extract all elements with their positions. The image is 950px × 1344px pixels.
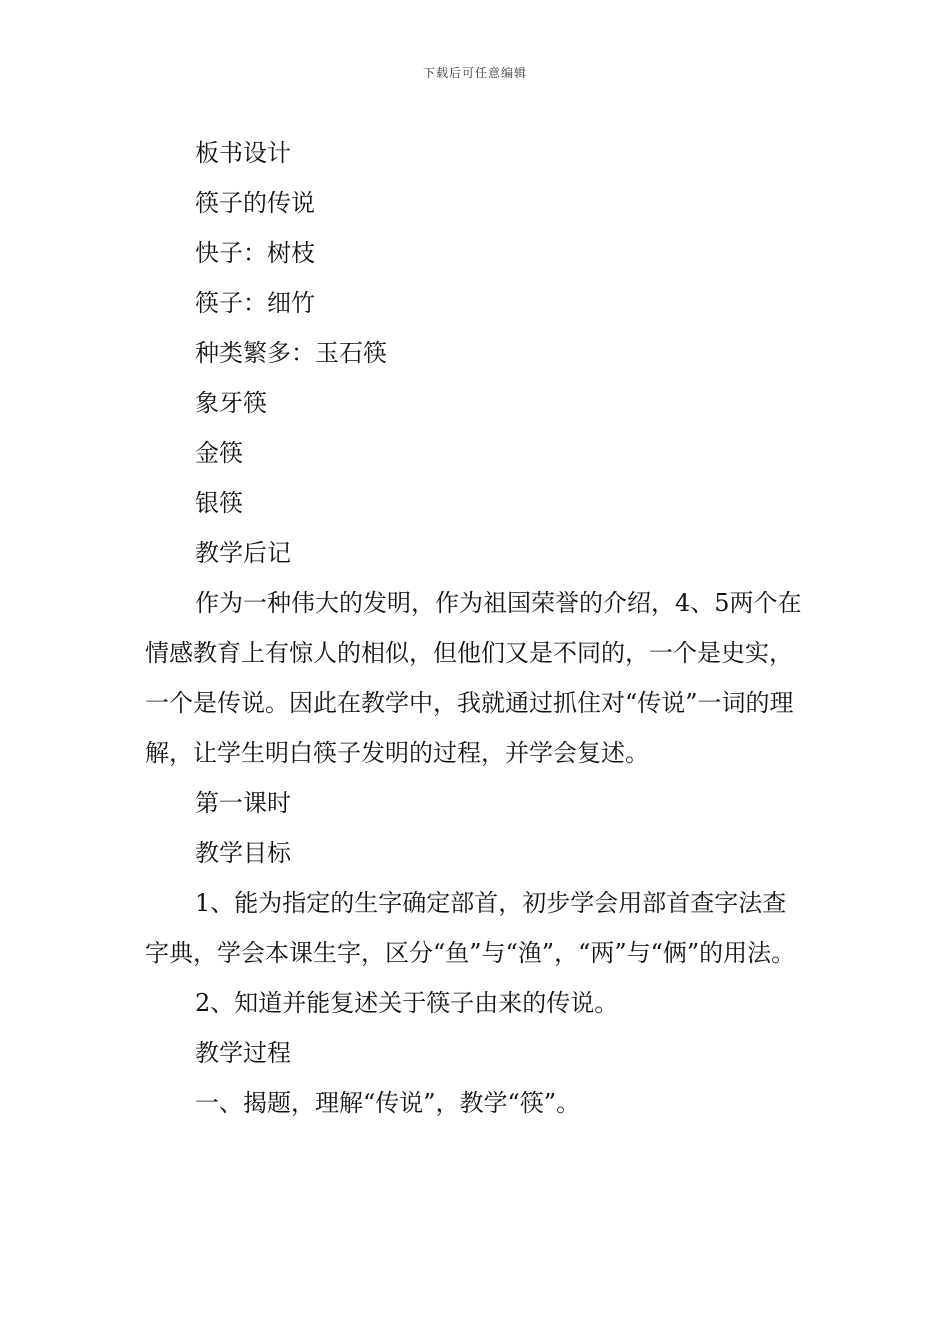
board-line-ivory: 象牙筷 (195, 389, 267, 417)
blackboard-design-heading: 板书设计 (195, 139, 291, 167)
board-line-zhuzi: 筷子：细竹 (195, 289, 315, 317)
board-line-varieties: 种类繁多：玉石筷 (195, 339, 387, 367)
objectives-heading: 教学目标 (195, 839, 291, 867)
lesson-title: 筷子的传说 (195, 189, 315, 217)
objective-item-2: 2、知道并能复述关于筷子由来的传说。 (195, 989, 619, 1017)
board-line-kuaizi: 快子：树枝 (195, 239, 315, 267)
postscript-heading: 教学后记 (195, 539, 291, 567)
process-step-1: 一、揭题，理解“传说”，教学“筷”。 (195, 1089, 581, 1117)
board-line-gold: 金筷 (195, 439, 243, 467)
document-body (145, 128, 805, 1128)
first-lesson-heading: 第一课时 (195, 789, 291, 817)
board-line-silver: 银筷 (195, 489, 243, 517)
process-heading: 教学过程 (195, 1039, 291, 1067)
postscript-paragraph: 作为一种伟大的发明，作为祖国荣誉的介绍，4、5两个在情感教育上有惊人的相似，但他们又是不同的，一个是史实，一个是传说。因此在教学中，我就通过抓住对“传说”一词的理解，让学生明白筷子发明的过程，并学会复述。 (145, 589, 802, 767)
page-header-note: 下载后可任意编辑 (422, 66, 527, 80)
objective-item-1: 1、能为指定的生字确定部首，初步学会用部首查字法查字典，学会本课生字，区分“鱼”与“渔”，“两”与“俩”的用法。 (145, 889, 796, 967)
